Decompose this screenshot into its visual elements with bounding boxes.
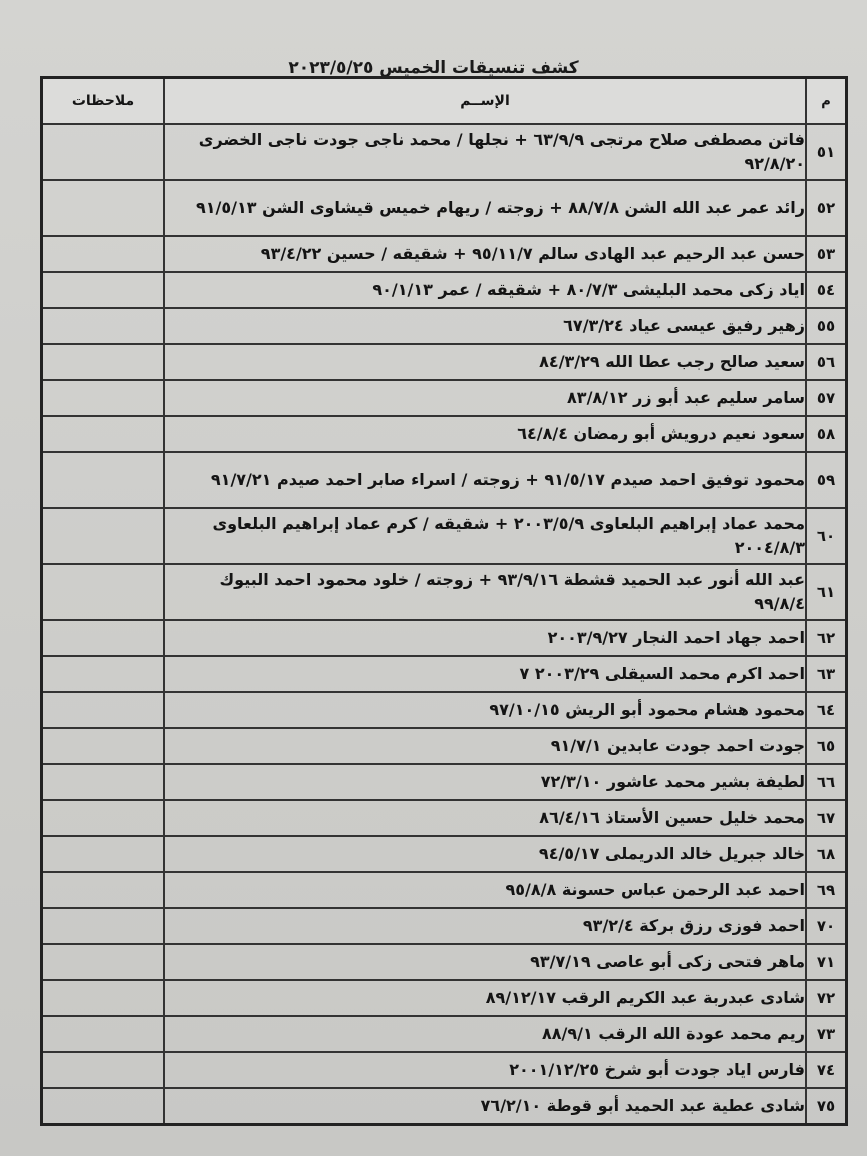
- row-number: ٧٢: [806, 980, 847, 1016]
- row-notes: [42, 908, 165, 944]
- table-row: [42, 908, 847, 944]
- table-row: [42, 564, 847, 620]
- row-number: ٦٢: [806, 620, 847, 656]
- row-number: ٧٣: [806, 1016, 847, 1052]
- row-notes: [42, 764, 165, 800]
- row-name-entry: ريم محمد عودة الله الرقب ٨٨/٩/١: [164, 1016, 806, 1052]
- row-number: ٥٦: [806, 344, 847, 380]
- row-notes: [42, 872, 165, 908]
- table-row: [42, 836, 847, 872]
- row-name-entry: زهير رفيق عيسى عياد ٦٧/٣/٢٤: [164, 308, 806, 344]
- table-row: [42, 308, 847, 344]
- row-name-entry: محمود توفيق احمد صيدم ٩١/٥/١٧ + زوجته / اسراء صابر احمد صيدم ٩١/٧/٢١: [164, 452, 806, 508]
- row-number: ٥٧: [806, 380, 847, 416]
- row-notes: [42, 416, 165, 452]
- row-name-entry: لطيفة بشير محمد عاشور ٧٢/٣/١٠: [164, 764, 806, 800]
- row-name-entry: فاتن مصطفى صلاح مرتجى ٦٣/٩/٩ + نجلها / محمد ناجى جودت ناجى الخضرى ٩٢/٨/٢٠: [164, 124, 806, 180]
- row-notes: [42, 564, 165, 620]
- row-notes: [42, 1088, 165, 1125]
- row-name-entry: سعيد صالح رجب عطا الله ٨٤/٣/٢٩: [164, 344, 806, 380]
- row-notes: [42, 508, 165, 564]
- row-name-entry: احمد عبد الرحمن عباس حسونة ٩٥/٨/٨: [164, 872, 806, 908]
- row-notes: [42, 236, 165, 272]
- row-number: ٧٠: [806, 908, 847, 944]
- row-name-entry: جودت احمد جودت عابدين ٩١/٧/١: [164, 728, 806, 764]
- table-row: [42, 980, 847, 1016]
- row-name-entry: شادى عبدربة عبد الكريم الرقب ٨٩/١٢/١٧: [164, 980, 806, 1016]
- row-notes: [42, 180, 165, 236]
- row-name-entry: فارس اياد جودت أبو شرخ ٢٠٠١/١٢/٢٥: [164, 1052, 806, 1088]
- row-number: ٥٨: [806, 416, 847, 452]
- row-name-entry: حسن عبد الرحيم عبد الهادى سالم ٩٥/١١/٧ + شقيقه / حسين ٩٣/٤/٢٢: [164, 236, 806, 272]
- row-name-entry: عبد الله أنور عبد الحميد قشطة ٩٣/٩/١٦ + زوجته / خلود محمود احمد البيوك ٩٩/٨/٤: [164, 564, 806, 620]
- row-notes: [42, 692, 165, 728]
- table-row: [42, 1088, 847, 1125]
- row-notes: [42, 380, 165, 416]
- names-table: [40, 76, 848, 1126]
- table-row: [42, 180, 847, 236]
- table-row: [42, 764, 847, 800]
- table-row: [42, 656, 847, 692]
- row-number: ٥٩: [806, 452, 847, 508]
- table-body: [42, 124, 847, 1125]
- row-name-entry: ماهر فتحى زكى أبو عاصى ٩٣/٧/١٩: [164, 944, 806, 980]
- row-notes: [42, 124, 165, 180]
- row-notes: [42, 452, 165, 508]
- row-name-entry: محمد عماد إبراهيم البلعاوى ٢٠٠٣/٥/٩ + شقيقه / كرم عماد إبراهيم البلعاوى ٢٠٠٤/٨/٣: [164, 508, 806, 564]
- table-row: [42, 800, 847, 836]
- row-number: ٥٤: [806, 272, 847, 308]
- table-row: [42, 236, 847, 272]
- table-row: [42, 1016, 847, 1052]
- row-name-entry: محمود هشام محمود أبو الريش ٩٧/١٠/١٥: [164, 692, 806, 728]
- row-notes: [42, 836, 165, 872]
- row-number: ٦٤: [806, 692, 847, 728]
- row-name-entry: اياد زكى محمد البليشى ٨٠/٧/٣ + شقيقه / عمر ٩٠/١/١٣: [164, 272, 806, 308]
- row-number: ٥١: [806, 124, 847, 180]
- row-notes: [42, 800, 165, 836]
- table-row: [42, 508, 847, 564]
- row-number: ٦٧: [806, 800, 847, 836]
- column-header-number: م: [806, 78, 847, 125]
- row-notes: [42, 656, 165, 692]
- table-row: [42, 344, 847, 380]
- row-number: ٦٨: [806, 836, 847, 872]
- row-name-entry: سامر سليم عبد أبو زر ٨٣/٨/١٢: [164, 380, 806, 416]
- row-number: ٦٠: [806, 508, 847, 564]
- table-row: [42, 124, 847, 180]
- table-row: [42, 728, 847, 764]
- column-header-name: الإســم: [164, 78, 806, 125]
- row-number: ٧١: [806, 944, 847, 980]
- table-header-row: [42, 78, 847, 125]
- table-row: [42, 620, 847, 656]
- table-row: [42, 380, 847, 416]
- row-number: ٦٦: [806, 764, 847, 800]
- row-notes: [42, 344, 165, 380]
- row-name-entry: احمد فوزى رزق بركة ٩٣/٢/٤: [164, 908, 806, 944]
- table-row: [42, 692, 847, 728]
- row-name-entry: شادى عطية عبد الحميد أبو قوطة ٧٦/٢/١٠: [164, 1088, 806, 1125]
- row-notes: [42, 980, 165, 1016]
- row-notes: [42, 728, 165, 764]
- row-number: ٦٥: [806, 728, 847, 764]
- row-number: ٥٥: [806, 308, 847, 344]
- row-number: ٦٣: [806, 656, 847, 692]
- row-name-entry: احمد جهاد احمد النجار ٢٠٠٣/٩/٢٧: [164, 620, 806, 656]
- row-number: ٥٣: [806, 236, 847, 272]
- page-title: كشف تنسيقات الخميس ٢٠٢٣/٥/٢٥: [288, 58, 579, 78]
- row-number: ٧٥: [806, 1088, 847, 1125]
- row-notes: [42, 944, 165, 980]
- row-notes: [42, 1052, 165, 1088]
- table-row: [42, 452, 847, 508]
- table-row: [42, 416, 847, 452]
- row-notes: [42, 1016, 165, 1052]
- row-number: ٦٩: [806, 872, 847, 908]
- row-name-entry: رائد عمر عبد الله الشن ٨٨/٧/٨ + زوجته / ريهام خميس قيشاوى الشن ٩١/٥/١٣: [164, 180, 806, 236]
- table-row: [42, 944, 847, 980]
- row-name-entry: محمد خليل حسين الأستاذ ٨٦/٤/١٦: [164, 800, 806, 836]
- table-row: [42, 1052, 847, 1088]
- row-number: ٧٤: [806, 1052, 847, 1088]
- table-row: [42, 872, 847, 908]
- row-name-entry: احمد اكرم محمد السيقلى ٢٠٠٣/٢٩ ٧: [164, 656, 806, 692]
- column-header-notes: ملاحظات: [42, 78, 165, 125]
- row-notes: [42, 308, 165, 344]
- table-row: [42, 272, 847, 308]
- row-notes: [42, 620, 165, 656]
- row-name-entry: سعود نعيم درويش أبو رمضان ٦٤/٨/٤: [164, 416, 806, 452]
- row-number: ٥٢: [806, 180, 847, 236]
- row-name-entry: خالد جبريل خالد الدريملى ٩٤/٥/١٧: [164, 836, 806, 872]
- row-notes: [42, 272, 165, 308]
- row-number: ٦١: [806, 564, 847, 620]
